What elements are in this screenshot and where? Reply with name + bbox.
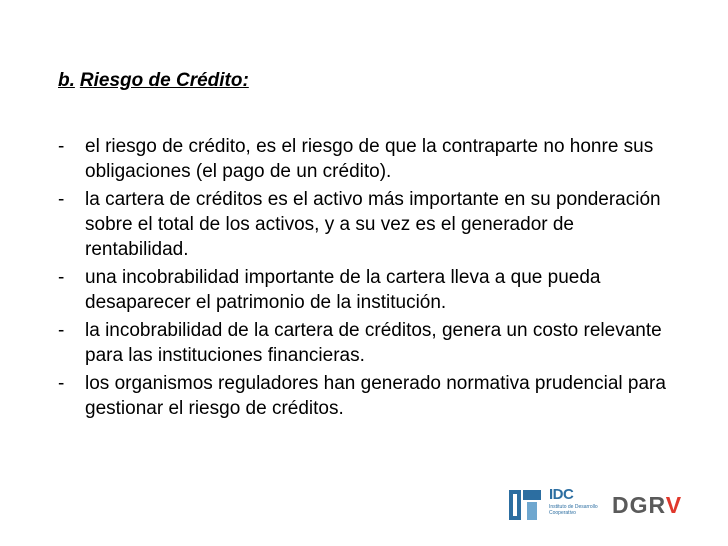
bullet-item: [58, 187, 678, 262]
bullet-text: una incobrabilidad importante de la cartera lleva a que pueda desaparecer el patrimonio de la institución.: [85, 267, 601, 313]
bullet-text: la incobrabilidad de la cartera de créditos, genera un costo relevante para las instituciones financieras.: [85, 320, 662, 366]
bullet-dash: -: [58, 373, 65, 394]
heading-prefix: b.: [58, 70, 75, 91]
bullet-list: [58, 134, 678, 424]
idc-emblem-icon: [507, 486, 545, 524]
bullet-dash: -: [58, 267, 65, 288]
dgrv-logo-accent: V: [665, 492, 683, 518]
slide-heading: [58, 70, 249, 92]
dgrv-logo: [612, 492, 682, 519]
heading-title: Riesgo de Crédito:: [79, 70, 249, 91]
idc-logo: [507, 486, 607, 524]
bullet-text: el riesgo de crédito, es el riesgo de que la contraparte no honre sus obligaciones (el pago de un crédito).: [85, 136, 654, 182]
bullet-dash: -: [58, 136, 65, 157]
bullet-item: [58, 265, 678, 315]
bullet-item: [58, 318, 678, 368]
bullet-dash: -: [58, 189, 65, 210]
bullet-text: la cartera de créditos es el activo más importante en su ponderación sobre el total de los activos, y a su vez es el generador de rentabilidad.: [85, 189, 661, 260]
idc-logo-name: IDC: [549, 486, 574, 503]
bullet-text: los organismos reguladores han generado normativa prudencial para gestionar el riesgo de créditos.: [85, 373, 666, 419]
bullet-dash: -: [58, 320, 65, 341]
bullet-item: [58, 134, 678, 184]
idc-logo-tagline: Instituto de Desarrollo Cooperativo: [549, 504, 598, 516]
dgrv-logo-main: DGR: [612, 492, 666, 518]
bullet-item: [58, 371, 678, 421]
